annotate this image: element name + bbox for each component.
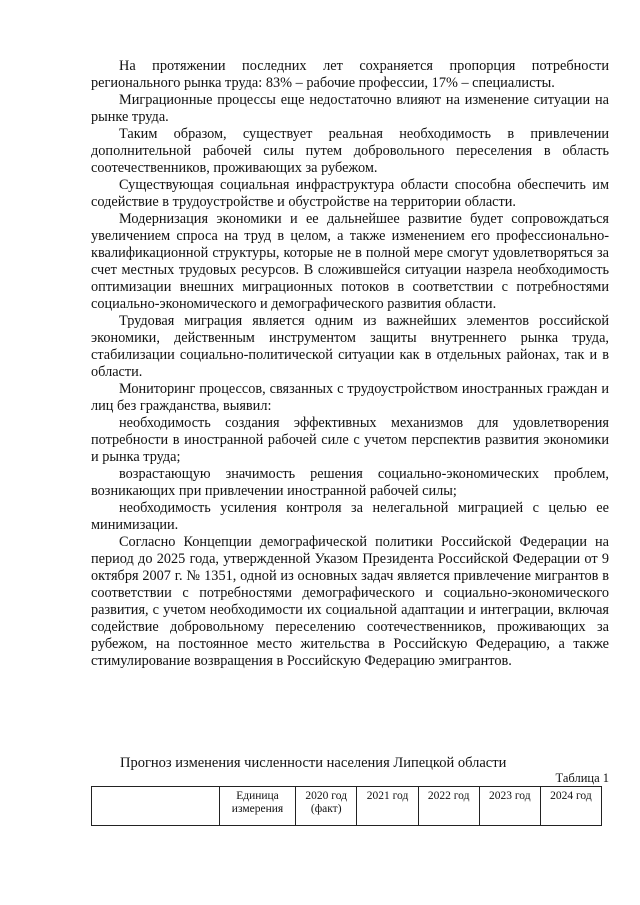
table-header-cell: 2024 год <box>540 787 601 826</box>
list-item: необходимость создания эффективных механизмов для удовлетворения потребности в иностранной рабочей силе с учетом перспектив развития экономики и рынка труда; <box>91 415 609 465</box>
table-header-row <box>92 787 602 826</box>
forecast-table <box>91 786 602 826</box>
paragraph: Согласно Концепции демографической политики Российской Федерации на период до 2025 года, утвержденной Указом Президента Российской Федерации от 9 октября 2007 г. № 1351, одной из основных задач является привлечение мигрантов в соответствии с потребностями демографического и социально-экономического развития, с учетом необходимости их социальной адаптации и интеграции, включая содействие добровольному переселению соотечественников, проживающих за рубежом, на постоянное место жительства в Российскую Федерацию, а также стимулирование возвращения в Российскую Федерацию эмигрантов. <box>91 534 609 669</box>
paragraph: Модернизация экономики и ее дальнейшее развитие будет сопровождаться увеличением спроса на труд в целом, а также изменением его профессионально-квалификационной структуры, которые не в полной мере смогут удовлетворяться за счет местных трудовых ресурсов. В сложившейся ситуации назрела необходимость оптимизации внешних миграционных потоков в соответствии с потребностями социально-экономического и демографического развития области. <box>91 211 609 312</box>
list-item: возрастающую значимость решения социально-экономических проблем, возникающих при привлечении иностранной рабочей силы; <box>91 466 609 499</box>
list-item: необходимость усиления контроля за нелегальной миграцией с целью ее минимизации. <box>91 500 609 533</box>
table-header-cell: 2023 год <box>479 787 540 826</box>
table-number-label: Таблица 1 <box>555 771 609 785</box>
paragraph: Существующая социальная инфраструктура области способна обеспечить им содействие в трудоустройстве и обустройстве на территории области. <box>91 177 609 210</box>
paragraph: Таким образом, существует реальная необходимость в привлечении дополнительной рабочей силы путем добровольного переселения в область соотечественников, проживающих за рубежом. <box>91 126 609 176</box>
paragraph: Трудовая миграция является одним из важнейших элементов российской экономики, действенным инструментом защиты внутреннего рынка труда, стабилизации социально-политической ситуации как в отдельных районах, так и в области. <box>91 313 609 380</box>
table-header-cell: 2021 год <box>357 787 418 826</box>
paragraph: Мониторинг процессов, связанных с трудоустройством иностранных граждан и лиц без гражданства, выявил: <box>91 381 609 414</box>
table-header-cell: 2022 год <box>418 787 479 826</box>
table-header-cell: Единица измерения <box>220 787 296 826</box>
table-header-cell: 2020 год (факт) <box>295 787 357 826</box>
paragraph: Миграционные процессы еще недостаточно влияют на изменение ситуации на рынке труда. <box>91 92 609 125</box>
paragraph: На протяжении последних лет сохраняется пропорция потребности регионального рынка труда: 83% – рабочие профессии, 17% – специалисты. <box>91 58 609 91</box>
table-caption: Прогноз изменения численности населения Липецкой области <box>120 755 507 771</box>
table-header-cell <box>92 787 220 826</box>
document-body <box>91 58 609 670</box>
